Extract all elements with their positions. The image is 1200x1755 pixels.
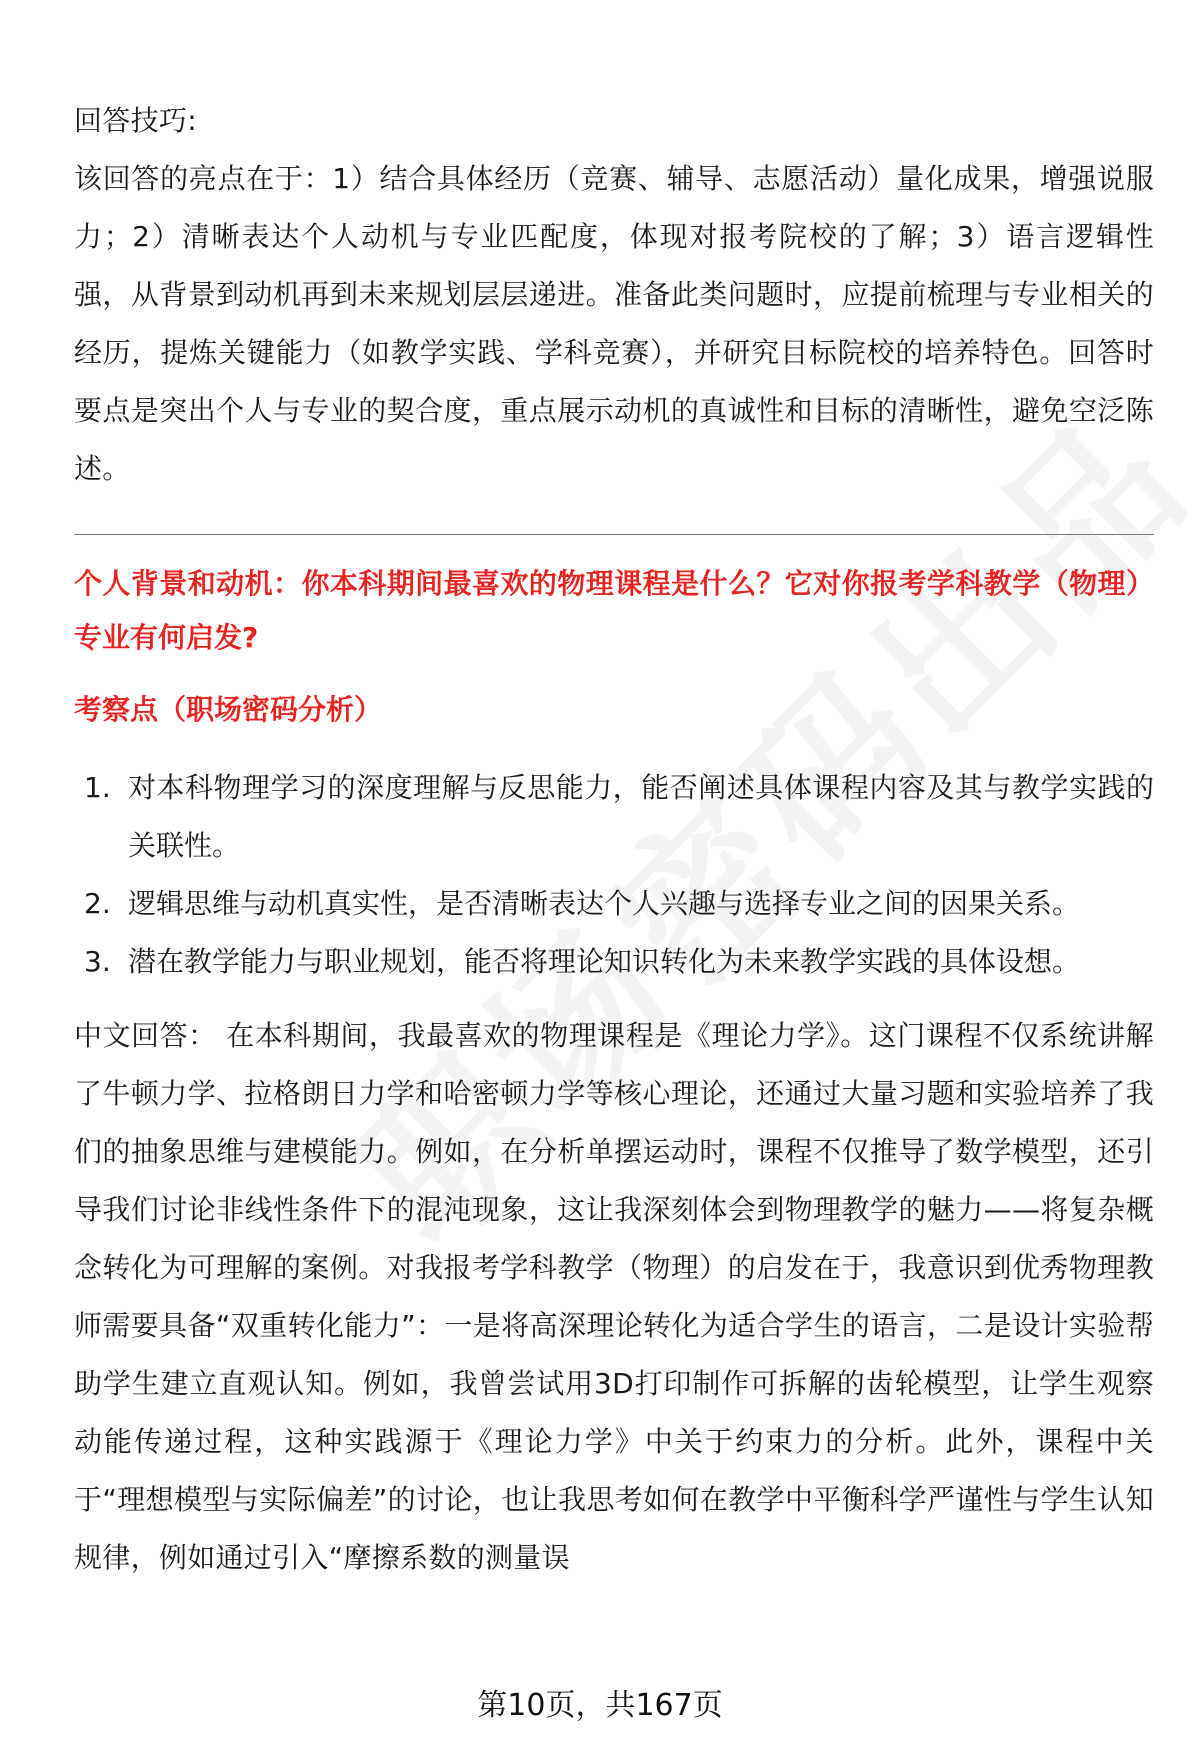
tips-body: 该回答的亮点在于：1）结合具体经历（竞赛、辅导、志愿活动）量化成果，增强说服力；2）清晰表达个人动机与专业匹配度，体现对报考院校的了解；3）语言逻辑性强，从背景到动机再到未来规划层层递进。准备此类问题时，应提前梳理与专业相关的经历，提炼关键能力（如教学实践、学科竞赛），并研究目标院校的培养特色。回答时要点是突出个人与专业的契合度，重点展示动机的真诚性和目标的清晰性，避免空泛陈述。 (74, 162, 1154, 485)
answer-body: 在本科期间，我最喜欢的物理课程是《理论力学》。这门课程不仅系统讲解了牛顿力学、拉格朗日力学和哈密顿力学等核心理论，还通过大量习题和实验培养了我们的抽象思维与建模能力。例如，在分析单摆运动时，课程不仅推导了数学模型，还引导我们讨论非线性条件下的混沌现象，这让我深刻体会到物理教学的魅力——将复杂概念转化为可理解的案例。对我报考学科教学（物理）的启发在于，我意识到优秀物理教师需要具备“双重转化能力”：一是将高深理论转化为适合学生的语言，二是设计实验帮助学生建立直观认知。例如，我曾尝试用3D打印制作可拆解的齿轮模型，让学生观察动能传递过程，这种实践源于《理论力学》中关于约束力的分析。此外，课程中关于“理想模型与实际偏差”的讨论，也让我思考如何在教学中平衡科学严谨性与学生认知规律，例如通过引入“摩擦系数的测量误 (74, 1019, 1154, 1574)
question-heading: 个人背景和动机：你本科期间最喜欢的物理课程是什么？它对你报考学科教学（物理）专业有何启发? (74, 567, 1154, 654)
tips-title: 回答技巧: (74, 104, 197, 137)
list-item (74, 759, 1154, 875)
divider (74, 534, 1154, 535)
list-item-text: 逻辑思维与动机真实性，是否清晰表达个人兴趣与选择专业之间的因果关系。 (128, 887, 1081, 920)
document-page (74, 92, 1154, 1587)
answer-label: 中文回答： (74, 1019, 217, 1052)
list-item-number: 2. (84, 887, 111, 920)
answer-paragraph (74, 1007, 1154, 1587)
list-item-number: 3. (84, 945, 111, 978)
list-item-text: 潜在教学能力与职业规划，能否将理论知识转化为未来教学实践的具体设想。 (128, 945, 1081, 978)
list-item (74, 875, 1154, 933)
list-item-text: 对本科物理学习的深度理解与反思能力，能否阐述具体课程内容及其与教学实践的关联性。 (128, 771, 1154, 862)
assessment-list (74, 759, 1154, 991)
assessment-title: 考察点（职场密码分析） (74, 693, 383, 726)
list-item-number: 1. (84, 771, 111, 804)
page-number: 第10页，共167页 (477, 1688, 723, 1723)
list-item (74, 933, 1154, 991)
